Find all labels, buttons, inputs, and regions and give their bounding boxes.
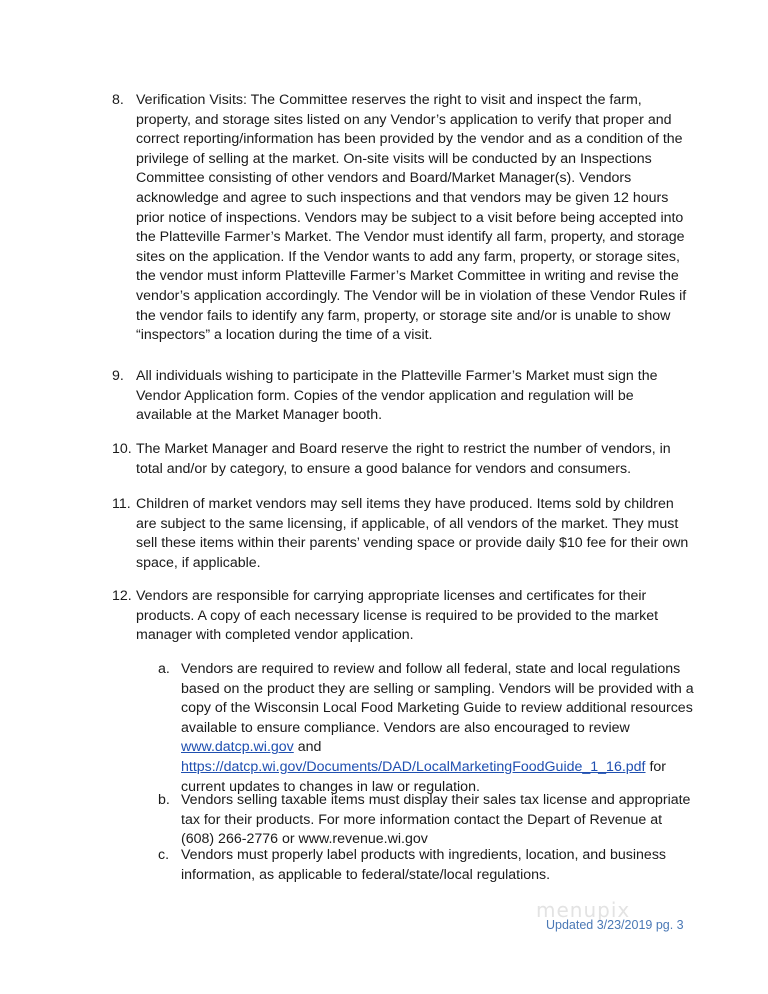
list-item-12 [112, 587, 692, 646]
list-item-10 [112, 440, 692, 479]
sub-letter: b. [158, 792, 170, 808]
sub-text-part: and [293, 739, 322, 756]
list-number: 9. [112, 368, 124, 384]
sub-text: Vendors selling taxable items must display their sales tax license and appropriate tax for their products. For more information contact the Depart of Revenue at (608) 266-2776 or www.revenue.wi.gov [181, 792, 691, 848]
list-number: 8. [112, 92, 124, 108]
page-footer: Updated 3/23/2019 pg. 3 [546, 918, 684, 932]
datcp-link[interactable]: www.datcp.wi.gov [181, 739, 294, 756]
sub-letter: a. [158, 661, 170, 677]
list-text: The Market Manager and Board reserve the right to restrict the number of vendors, in total and/or by category, to ensure a good balance for vendors and consumers. [136, 441, 671, 477]
list-text: Children of market vendors may sell items they have produced. Items sold by children are subject to the same licensing, if applicable, of all vendors of the market. They must sell these items within their parents’ vending space or provide daily $10 fee for their own space, if applicable. [136, 496, 689, 571]
sub-text [181, 660, 698, 797]
sub-text-part: for current updates to changes in law or regulation. [181, 758, 667, 795]
list-number: 10. [112, 441, 132, 457]
sub-item-b [158, 791, 698, 850]
sub-text-part: Vendors are required to review and follow all federal, state and local regulations based on the product they are selling or sampling. Vendors will be provided with a copy of the Wisconsin Local Food Marketing Guide to review additional resources available to ensure compliance. Vendors are also encouraged to review [181, 661, 694, 736]
list-number: 11. [112, 496, 131, 512]
list-item-8 [112, 91, 692, 346]
list-text: Vendors are responsible for carrying appropriate licenses and certificates for their products. A copy of each necessary license is required to be provided to the market manager with completed vendor application. [136, 588, 659, 644]
watermark-logo: menupix [536, 898, 631, 922]
food-guide-link[interactable]: https://datcp.wi.gov/Documents/DAD/LocalMarketingFoodGuide_1_16.pdf [181, 758, 646, 775]
sub-item-c [158, 846, 698, 885]
sub-item-a [158, 660, 698, 797]
list-text: All individuals wishing to participate in the Platteville Farmer’s Market must sign the Vendor Application form. Copies of the vendor application and regulation will be available at the Market Manager booth. [136, 368, 658, 424]
sub-text: Vendors must properly label products with ingredients, location, and business information, as applicable to federal/state/local regulations. [181, 847, 667, 883]
list-number: 12. [112, 588, 132, 604]
list-text: Verification Visits: The Committee reserves the right to visit and inspect the farm, property, and storage sites listed on any Vendor’s application to verify that proper and correct reporting/information has been provided by the vendor and as a condition of the privilege of selling at the market. On-site visits will be conducted by an Inspections Committee consisting of other vendors and Board/Market Manager(s). Vendors acknowledge and agree to such inspections and that vendors may be given 12 hours prior notice of inspections. Vendors may be subject to a visit before being accepted into the Platteville Farmer’s Market. The Vendor must identify all farm, property, and storage sites on the application. If the Vendor wants to add any farm, property, or storage sites, the vendor must inform Platteville Farmer’s Market Committee in writing and revise the vendor’s application accordingly. The Vendor will be in violation of these Vendor Rules if the vendor fails to identify any farm, property, or storage site and/or is unable to show “inspectors” a location during the time of a visit. [136, 92, 687, 344]
list-item-11 [112, 495, 692, 573]
list-item-9 [112, 367, 692, 426]
sub-letter: c. [158, 847, 170, 863]
